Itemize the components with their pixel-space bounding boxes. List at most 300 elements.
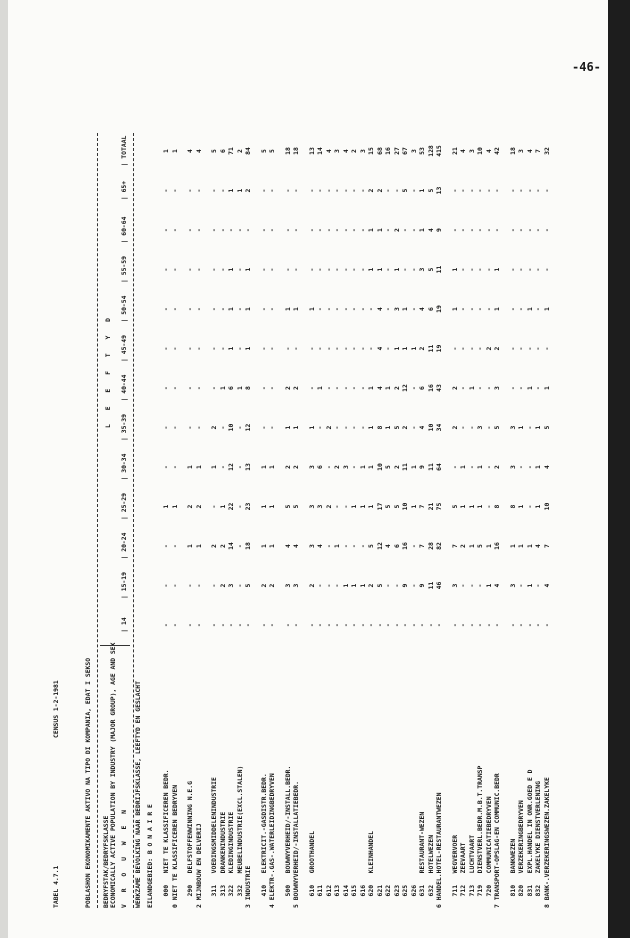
cell-65plus: -	[218, 188, 227, 193]
cell-20-24: 4	[283, 544, 292, 548]
cell-14: -	[244, 623, 252, 627]
cell-60-64: -	[333, 228, 341, 232]
row-label: 000 NIET TE KLASSIFICEREN BEDR.	[162, 769, 170, 908]
cell-50-54: -	[210, 307, 218, 311]
cell-totaal: 16	[384, 147, 392, 155]
cell-15-19: 3	[508, 583, 517, 588]
cell-60-64: -	[409, 228, 418, 232]
cell-35-39: 1	[367, 425, 375, 430]
cell-45-49: 19	[435, 344, 443, 353]
cell-30-34: -	[467, 465, 476, 469]
cell-55-59: -	[292, 267, 300, 272]
cell-65plus: -	[316, 188, 324, 193]
table-row	[384, 123, 393, 908]
column-header: | 60-64	[120, 216, 128, 244]
cell-50-54: 6	[426, 307, 435, 311]
row-label: 322 KLEDINGINDUSTRIE	[227, 811, 235, 908]
cell-45-49: -	[525, 346, 534, 351]
cell-50-54: -	[194, 307, 203, 311]
cell-50-54: 1	[450, 307, 459, 311]
cell-40-44: 2	[283, 386, 292, 390]
cell-totaal: 18	[508, 147, 517, 155]
cell-55-59: -	[283, 267, 292, 272]
cell-65plus: -	[268, 188, 276, 193]
cell-25-29: 1	[358, 504, 367, 509]
island-label: EILANDGEBIED: B O N A I R E	[146, 804, 154, 908]
cell-25-29: 2	[324, 504, 333, 509]
cell-60-64: 2	[392, 228, 401, 232]
cell-50-54: -	[384, 307, 392, 311]
cell-14: -	[484, 623, 493, 627]
cell-15-19: 3	[292, 583, 300, 588]
cell-55-59: -	[194, 267, 203, 272]
cell-20-24: 7	[418, 544, 426, 548]
table-row	[493, 123, 502, 908]
row-label: 2 MIJNBOUW EN DELVERIJ	[194, 823, 203, 908]
cell-40-44: -	[162, 386, 170, 390]
cell-55-59: -	[235, 267, 244, 272]
table-row	[284, 123, 293, 908]
cell-totaal: 18	[283, 147, 292, 155]
cell-25-29: 7	[418, 504, 426, 509]
row-label: 612	[324, 873, 333, 908]
cell-14: -	[508, 623, 517, 627]
cell-35-39: 5	[392, 425, 401, 430]
cell-60-64: -	[358, 228, 367, 232]
table-row	[236, 123, 245, 908]
row-label: 622	[384, 873, 392, 908]
cell-55-59: -	[542, 267, 551, 272]
cell-30-34: 1	[186, 465, 194, 469]
cell-50-54: -	[268, 307, 276, 311]
row-label: 6 HANDEL.HOTEL-RESTAURANTWEZEN	[435, 792, 443, 908]
cell-14: -	[162, 623, 170, 627]
cell-40-44: -	[333, 386, 341, 390]
cell-25-29: 1	[517, 504, 525, 509]
cell-35-39: 4	[418, 425, 426, 430]
cell-20-24: 1	[508, 544, 517, 548]
divider	[97, 133, 98, 908]
table-row	[227, 123, 236, 908]
cell-30-34: 64	[435, 463, 443, 471]
cell-65plus: -	[162, 188, 170, 193]
cell-totaal: 71	[227, 147, 235, 155]
cell-60-64: -	[227, 228, 235, 232]
cell-40-44: 2	[392, 386, 401, 390]
cell-14: -	[392, 623, 401, 627]
cell-35-39: -	[409, 425, 418, 430]
cell-30-34: -	[170, 465, 179, 469]
cell-65plus: -	[484, 188, 493, 193]
cell-30-34: 1	[210, 465, 218, 469]
cell-60-64: -	[186, 228, 194, 232]
cell-50-54: 1	[401, 307, 409, 311]
cell-15-19: 2	[268, 583, 276, 588]
cell-45-49: -	[341, 346, 350, 351]
cell-40-44: 6	[227, 386, 235, 390]
column-header: | TOTAAL	[120, 135, 128, 167]
cell-55-59: -	[350, 267, 358, 272]
cell-35-39: 1	[292, 425, 300, 430]
cell-35-39: 2	[324, 425, 333, 430]
cell-14: -	[542, 623, 551, 627]
cell-55-59: -	[409, 267, 418, 272]
table-row	[350, 123, 359, 908]
cell-40-44: -	[517, 386, 525, 390]
cell-totaal: 14	[316, 147, 324, 155]
cell-30-34: 11	[401, 463, 409, 471]
column-header: | 20-24	[120, 532, 128, 560]
cell-20-24: -	[358, 544, 367, 548]
cell-25-29: 23	[244, 502, 252, 511]
cell-totaal: 5	[259, 149, 268, 153]
cell-30-34: 2	[392, 465, 401, 469]
cell-35-39: -	[218, 425, 227, 430]
cell-15-19: 3	[283, 583, 292, 588]
cell-45-49: -	[367, 346, 375, 351]
cell-35-39: 3	[476, 425, 484, 430]
cell-45-49: 2	[484, 346, 493, 351]
cell-30-34: 12	[227, 463, 235, 471]
cell-30-34: 2	[283, 465, 292, 469]
table-row	[517, 123, 526, 908]
cell-25-29: 5	[283, 504, 292, 509]
row-gap	[253, 123, 260, 908]
row-label: 623	[392, 873, 401, 908]
row-label: 290 DELFSTOFFENWINNING N.E.G	[186, 781, 194, 908]
cell-30-34: 10	[375, 463, 384, 471]
table-row	[195, 123, 204, 908]
header-bar	[100, 645, 130, 646]
cell-50-54: -	[484, 307, 493, 311]
cell-20-24: -	[235, 544, 244, 548]
cell-45-49: 1	[227, 346, 235, 351]
cell-totaal: 10	[476, 147, 484, 155]
cell-55-59: -	[341, 267, 350, 272]
cell-50-54: 4	[418, 307, 426, 311]
cell-65plus: -	[534, 188, 542, 193]
cell-50-54: -	[341, 307, 350, 311]
cell-15-19: 9	[401, 583, 409, 588]
cell-45-49: 4	[375, 346, 384, 351]
cell-35-39: -	[268, 425, 276, 430]
cell-30-34: -	[162, 465, 170, 469]
cell-25-29: 1	[409, 504, 418, 509]
cell-60-64: -	[235, 228, 244, 232]
cell-30-34: 2	[493, 465, 501, 469]
cell-50-54: 1	[525, 307, 534, 311]
cell-55-59: 1	[227, 267, 235, 272]
cell-20-24: -	[341, 544, 350, 548]
cell-55-59: 11	[435, 265, 443, 274]
row-gap	[444, 123, 451, 908]
row-label: 311 VOEDINGSMIDDELENINDUSTRIE	[210, 777, 218, 908]
cell-65plus: 1	[235, 188, 244, 193]
row-label: 332 MEUBELINDUSTRIE(EXCL.STALEN)	[235, 765, 244, 908]
cell-25-29: 1	[162, 504, 170, 509]
cell-60-64: 1	[367, 228, 375, 232]
row-gap	[179, 123, 186, 908]
table-body	[162, 123, 551, 908]
cell-15-19: -	[517, 583, 525, 588]
cell-60-64: -	[194, 228, 203, 232]
cell-45-49: 1	[401, 346, 409, 351]
cell-20-24: 4	[292, 544, 300, 548]
cell-15-19: -	[333, 583, 341, 588]
cell-50-54: -	[459, 307, 467, 311]
cell-14: -	[517, 623, 525, 627]
cell-35-39: -	[467, 425, 476, 430]
cell-30-34: 1	[367, 465, 375, 469]
cell-65plus: -	[525, 188, 534, 193]
cell-totaal: 5	[210, 149, 218, 153]
cell-totaal: 4	[484, 149, 493, 153]
cell-totaal: 3	[517, 149, 525, 153]
cell-40-44: -	[484, 386, 493, 390]
cell-65plus: -	[517, 188, 525, 193]
row-label: 621	[375, 873, 384, 908]
cell-25-29: 1	[476, 504, 484, 509]
cell-25-29: 1	[350, 504, 358, 509]
table-row	[260, 123, 269, 908]
table-row	[292, 123, 301, 908]
cell-60-64: -	[268, 228, 276, 232]
row-gap	[203, 123, 210, 908]
cell-65plus: -	[194, 188, 203, 193]
cell-15-19: 4	[493, 583, 501, 588]
cell-65plus: -	[476, 188, 484, 193]
cell-60-64: -	[542, 228, 551, 232]
cell-15-19: -	[194, 583, 203, 588]
cell-60-64: -	[259, 228, 268, 232]
cell-20-24: 16	[493, 542, 501, 550]
cell-25-29: 1	[534, 504, 542, 509]
table-row	[359, 123, 368, 908]
table-row	[476, 123, 485, 908]
cell-20-24: 6	[392, 544, 401, 548]
cell-totaal: 6	[218, 149, 227, 153]
row-label: 500 BOUWNYVERHEID/-INSTALL.BEDR.	[283, 765, 292, 908]
cell-55-59: -	[358, 267, 367, 272]
cell-30-34: 3	[341, 465, 350, 469]
cell-60-64: -	[450, 228, 459, 232]
table-row	[485, 123, 494, 908]
cell-60-64: 1	[418, 228, 426, 232]
cell-65plus: 1	[418, 188, 426, 193]
cell-55-59: -	[525, 267, 534, 272]
cell-totaal: 7	[534, 149, 542, 153]
cell-55-59: 3	[418, 267, 426, 272]
cell-14: -	[333, 623, 341, 627]
cell-50-54: -	[186, 307, 194, 311]
cell-35-39: 10	[426, 423, 435, 432]
cell-15-19: 2	[307, 583, 316, 588]
cell-14: -	[268, 623, 276, 627]
cell-45-49: 11	[426, 344, 435, 353]
cell-40-44: 3	[493, 386, 501, 390]
cell-50-54: 4	[375, 307, 384, 311]
cell-15-19: 1	[350, 583, 358, 588]
cell-20-24: 28	[426, 542, 435, 550]
cell-40-44: -	[534, 386, 542, 390]
cell-35-39: -	[459, 425, 467, 430]
cell-35-39: -	[194, 425, 203, 430]
cell-65plus: -	[350, 188, 358, 193]
cell-totaal: 1	[170, 149, 179, 153]
cell-35-39: 1	[384, 425, 392, 430]
cell-55-59: 1	[375, 267, 384, 272]
cell-50-54: 1	[307, 307, 316, 311]
rotated-table	[46, 123, 608, 908]
cell-65plus: -	[392, 188, 401, 193]
cell-totaal: 67	[401, 147, 409, 155]
table-row	[543, 123, 552, 908]
table-row	[451, 123, 460, 908]
cell-45-49: -	[186, 346, 194, 351]
cell-14: -	[493, 623, 501, 627]
cell-25-29: 1	[467, 504, 476, 509]
cell-25-29: 75	[435, 502, 443, 511]
cell-55-59: -	[517, 267, 525, 272]
cell-60-64: -	[508, 228, 517, 232]
column-header: | 15-19	[120, 572, 128, 599]
cell-20-24: 1	[186, 544, 194, 548]
cell-totaal: 32	[542, 147, 551, 155]
cell-14: -	[210, 623, 218, 627]
row-label: 712 ZEEVAART	[459, 842, 467, 908]
table-row	[468, 123, 477, 908]
cell-35-39: 5	[493, 425, 501, 430]
cell-45-49: -	[316, 346, 324, 351]
row-gap	[301, 123, 308, 908]
table-row	[219, 123, 228, 908]
table-row	[534, 123, 543, 908]
cell-50-54: -	[324, 307, 333, 311]
column-header: | 50-54	[120, 295, 128, 323]
cell-15-19: 2	[218, 583, 227, 588]
cell-30-34: 3	[307, 465, 316, 469]
cell-totaal: 21	[450, 147, 459, 155]
cell-14: -	[450, 623, 459, 627]
table-row	[376, 123, 385, 908]
table-row	[410, 123, 419, 908]
table-row	[268, 123, 277, 908]
cell-30-34: 1	[194, 465, 203, 469]
row-label: 832 ZAKELYKE DIENSTVERLENING	[534, 781, 542, 908]
cell-15-19: -	[384, 583, 392, 588]
cell-45-49: -	[194, 346, 203, 351]
cell-14: -	[283, 623, 292, 627]
cell-totaal: 3	[467, 149, 476, 153]
cell-60-64: -	[307, 228, 316, 232]
table-row	[435, 123, 444, 908]
cell-55-59: -	[384, 267, 392, 272]
cell-60-64: -	[476, 228, 484, 232]
table-row	[308, 123, 317, 908]
cell-40-44: 1	[542, 386, 551, 390]
column-header: | 30-34	[120, 453, 128, 481]
cell-65plus: -	[333, 188, 341, 193]
cell-15-19: -	[186, 583, 194, 588]
cell-15-19: 2	[367, 583, 375, 588]
cell-15-19: 3	[450, 583, 459, 588]
cell-35-39: 2	[210, 425, 218, 430]
stub-header: BEDRYFSTAK/BEDRYFSKLASSE	[102, 815, 110, 908]
cell-totaal: 4	[459, 149, 467, 153]
cell-20-24: 82	[435, 542, 443, 550]
cell-25-29: -	[525, 504, 534, 509]
row-label: 831 EXPL.HANDEL IN ONR.GOED E D	[525, 769, 534, 908]
cell-60-64: 9	[435, 228, 443, 232]
row-label: 614	[341, 873, 350, 908]
cell-40-44: -	[307, 386, 316, 390]
cell-14: -	[525, 623, 534, 627]
cell-14: -	[194, 623, 203, 627]
cell-55-59: 1	[450, 267, 459, 272]
title-dutch: WERKZAME BEVOLKING NAAR BEDRIJFSKLASSE, LEEFTYD EN GESLACHT	[134, 680, 142, 908]
column-header: | 45-49	[120, 335, 128, 362]
row-gap	[502, 123, 509, 908]
cell-45-49: -	[476, 346, 484, 351]
cell-60-64: -	[283, 228, 292, 232]
table-row	[509, 123, 518, 908]
cell-totaal: 27	[392, 147, 401, 155]
cell-20-24: 7	[450, 544, 459, 548]
row-label: 719 DIENSTVERL.BEDR.M.B.T.TRANSP	[476, 765, 484, 908]
cell-45-49: -	[459, 346, 467, 351]
cell-30-34: -	[484, 465, 493, 469]
row-label: 625	[401, 873, 409, 908]
age-header: L E E F T Y D	[104, 312, 112, 428]
cell-20-24: 1	[467, 544, 476, 548]
cell-15-19: -	[162, 583, 170, 588]
cell-55-59: -	[459, 267, 467, 272]
cell-65plus: 2	[367, 188, 375, 193]
cell-25-29: 1	[170, 504, 179, 509]
cell-40-44: 1	[384, 386, 392, 390]
cell-totaal: 3	[333, 149, 341, 153]
cell-20-24: 2	[459, 544, 467, 548]
cell-14: -	[375, 623, 384, 627]
cell-totaal: 4	[186, 149, 194, 153]
cell-20-24: 3	[307, 544, 316, 548]
cell-50-54: -	[218, 307, 227, 311]
cell-25-29: 1	[367, 504, 375, 509]
cell-15-19: -	[235, 583, 244, 588]
cell-15-19: -	[476, 583, 484, 588]
row-label: 613	[333, 873, 341, 908]
cell-15-19: 1	[525, 583, 534, 588]
cell-20-24: -	[324, 544, 333, 548]
cell-14: -	[341, 623, 350, 627]
cell-14: -	[292, 623, 300, 627]
cell-60-64: -	[210, 228, 218, 232]
table-row	[244, 123, 253, 908]
cell-14: -	[435, 623, 443, 627]
cell-15-19: -	[210, 583, 218, 588]
cell-15-19: 1	[358, 583, 367, 588]
cell-20-24: -	[170, 544, 179, 548]
cell-15-19: -	[170, 583, 179, 588]
cell-45-49: 1	[244, 346, 252, 351]
cell-60-64: -	[484, 228, 493, 232]
cell-35-39: -	[484, 425, 493, 430]
cell-65plus: -	[384, 188, 392, 193]
row-label: 7 TRANSPORT-OPSLAG-EN COMMUNIC.BEDR	[493, 773, 501, 908]
row-label: 616	[358, 873, 367, 908]
cell-20-24: -	[162, 544, 170, 548]
cell-30-34: -	[324, 465, 333, 469]
